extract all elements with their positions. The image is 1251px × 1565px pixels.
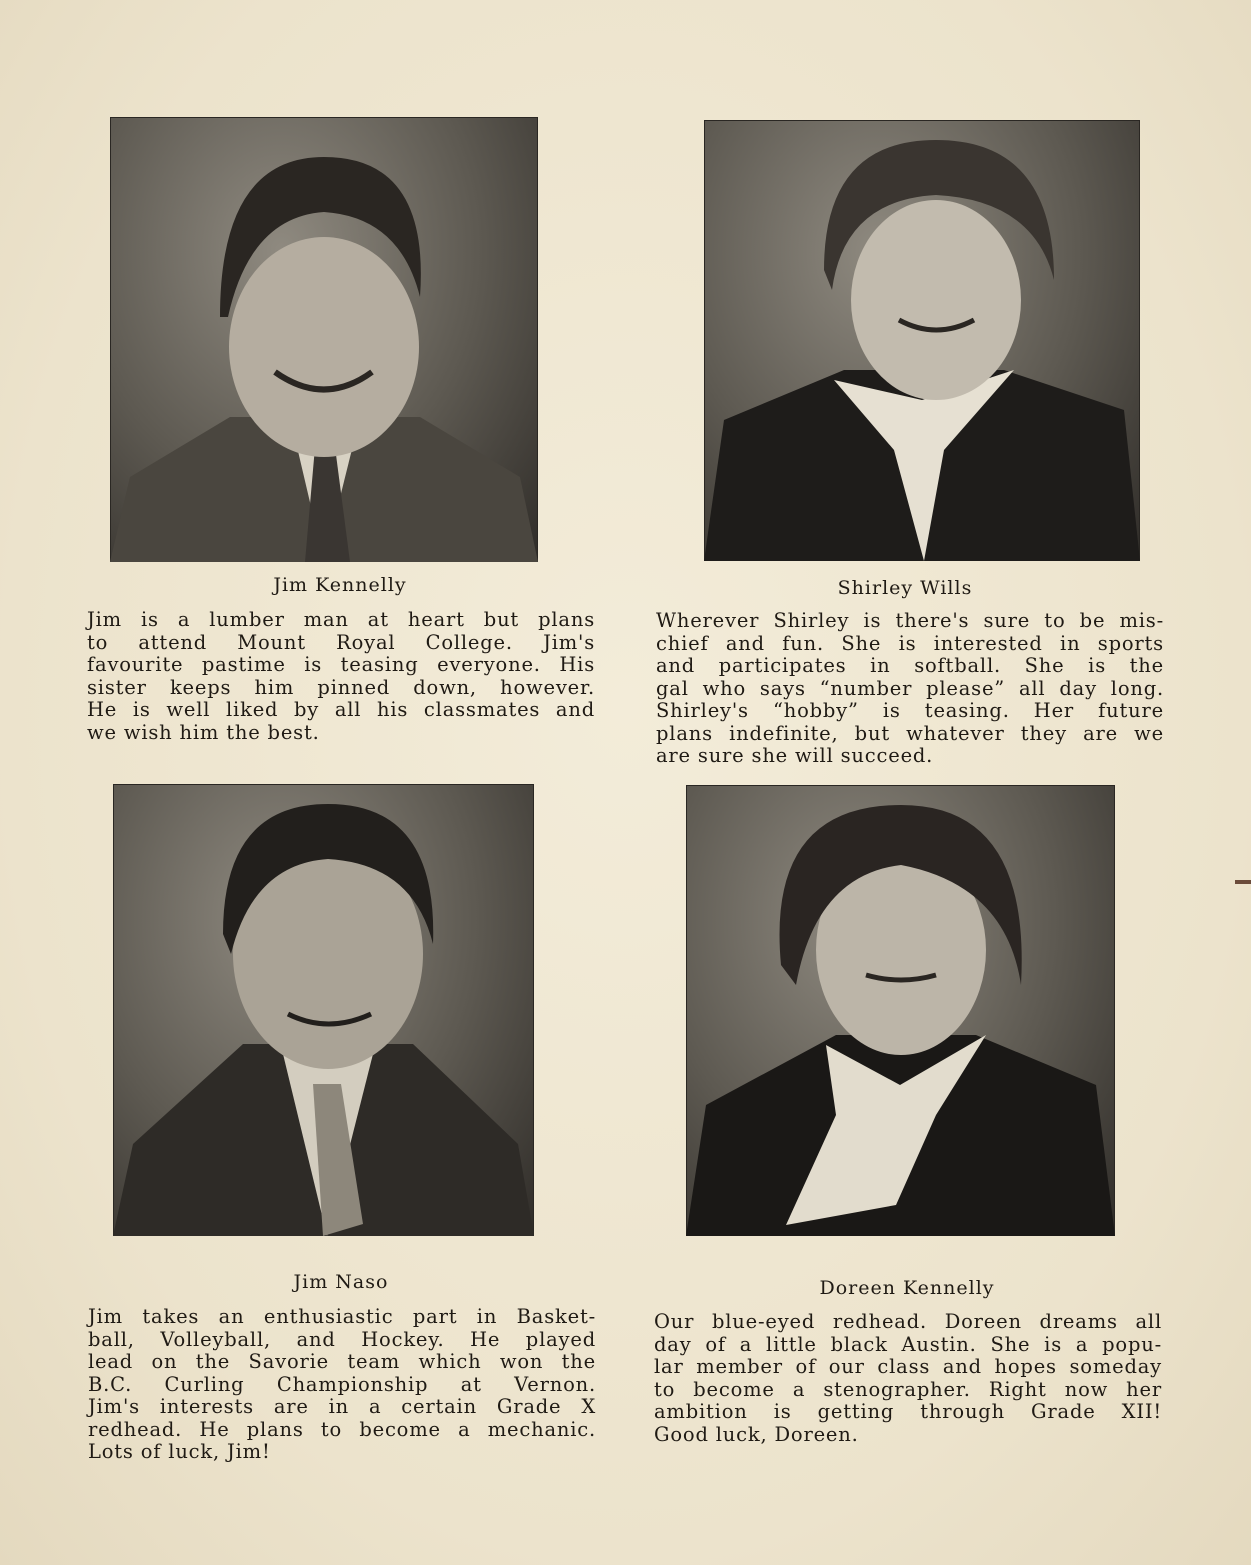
bio-line: we wish him the best.: [87, 720, 320, 744]
bio-line: to attend Mount Royal College. Jim's: [87, 630, 595, 654]
page-edge-mark: [1235, 880, 1251, 884]
bio-line: Jim takes an enthusiastic part in Basket-: [88, 1305, 596, 1328]
bio-line: lead on the Savorie team which won the: [88, 1350, 596, 1373]
portrait-photo-shirley-wills: [704, 120, 1140, 561]
profile-name: Jim Kennelly: [273, 574, 407, 596]
profile-name: Shirley Wills: [837, 577, 973, 599]
bio-line: favourite pastime is teasing everyone. His: [87, 653, 595, 676]
bio-line: Our blue-eyed redhead. Doreen dreams all: [654, 1310, 1162, 1333]
profile-bio: [87, 609, 595, 744]
bio-line: Jim's interests are in a certain Grade X: [88, 1395, 596, 1418]
bio-line: ball, Volleyball, and Hockey. He played: [88, 1327, 596, 1351]
profile-name: Jim Naso: [293, 1271, 389, 1293]
portrait-woman-icon: [704, 120, 1140, 561]
profile-bio: [88, 1306, 596, 1464]
bio-line: Shirley's “hobby” is teasing. Her future: [656, 699, 1164, 722]
bio-line: plans indefinite, but whatever they are we: [656, 721, 1164, 745]
portrait-woman-icon: [686, 785, 1115, 1236]
bio-line: gal who says “number please” all day long.: [656, 676, 1164, 700]
bio-line: and participates in softball. She is the: [656, 654, 1164, 677]
bio-line: Lots of luck, Jim!: [88, 1440, 271, 1463]
profile-name: Doreen Kennelly: [819, 1277, 995, 1299]
portrait-photo-doreen-kennelly: [686, 785, 1115, 1236]
bio-line: to become a stenographer. Right now her: [654, 1377, 1162, 1401]
bio-line: ambition is getting through Grade XII!: [654, 1400, 1162, 1423]
profile-bio: [656, 610, 1164, 768]
profile-bio: [654, 1311, 1162, 1446]
portrait-man-icon: [110, 117, 538, 562]
bio-line: sister keeps him pinned down, however.: [87, 675, 595, 699]
bio-line: Wherever Shirley is there's sure to be mis-: [656, 609, 1164, 632]
bio-line: lar member of our class and hopes someday: [654, 1355, 1162, 1378]
bio-line: day of a little black Austin. She is a popu-: [654, 1332, 1162, 1356]
portrait-man-icon: [113, 784, 534, 1236]
portrait-photo-jim-kennelly: [110, 117, 538, 562]
bio-line: redhead. He plans to become a mechanic.: [88, 1417, 596, 1441]
portrait-photo-jim-naso: [113, 784, 534, 1236]
bio-line: He is well liked by all his classmates and: [87, 698, 595, 721]
bio-line: Jim is a lumber man at heart but plans: [87, 608, 595, 631]
bio-line: Good luck, Doreen.: [654, 1422, 859, 1446]
bio-line: chief and fun. She is interested in sports: [656, 631, 1164, 655]
bio-line: B.C. Curling Championship at Vernon.: [88, 1372, 596, 1396]
bio-line: are sure she will succeed.: [656, 744, 934, 767]
